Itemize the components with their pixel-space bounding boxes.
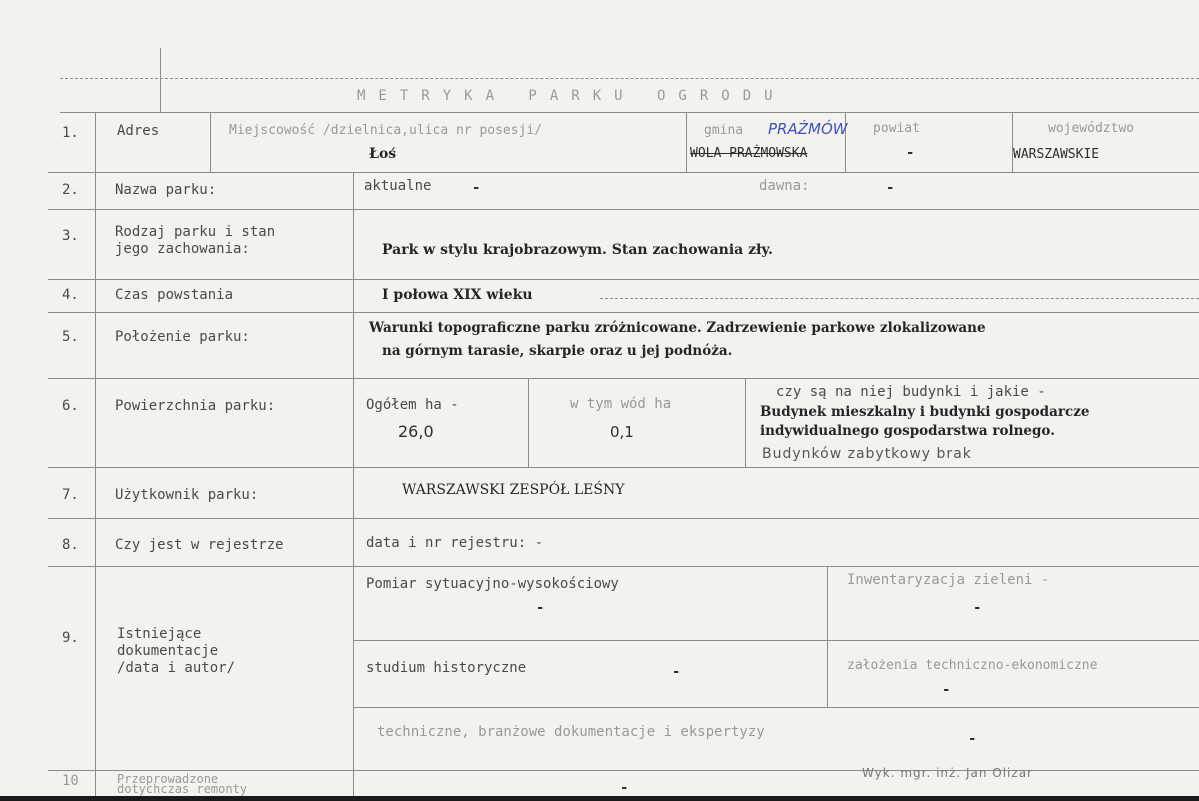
park-type-label-line1: Rodzaj parku i stan — [115, 224, 276, 240]
former-name-label: dawna: — [759, 178, 810, 194]
gmina-handwritten: PRAŻMÓW — [768, 120, 848, 138]
total-area-value: 26,0 — [398, 422, 434, 441]
buildings-line1: Budynek mieszkalny i budynki gospodarcze — [760, 404, 1090, 420]
assumptions-label: założenia techniczno-ekonomiczne — [847, 658, 1098, 673]
row-number: 7. — [62, 487, 79, 503]
powiat-header: powiat — [873, 121, 920, 136]
docs-label-line2: dokumentacje — [117, 643, 219, 659]
former-name-value: - — [886, 180, 895, 196]
row-divider — [48, 312, 1199, 313]
buildings-line2: indywidualnego gospodarstwa rolnego. — [760, 423, 1055, 439]
historical-value: - — [672, 664, 681, 680]
row-divider — [48, 378, 1199, 379]
register-value: data i nr rejestru: - — [366, 535, 544, 551]
buildings-handwritten: Budynków zabytkowy brak — [762, 446, 972, 462]
water-area-value: 0,1 — [610, 423, 634, 441]
park-name-label: Nazwa parku: — [115, 182, 217, 198]
address-col-line — [1012, 112, 1013, 172]
creation-time-label: Czas powstania — [115, 287, 234, 303]
voivodeship-header: województwo — [1048, 121, 1135, 136]
num-column-line — [95, 112, 96, 796]
total-area-label: Ogółem ha - — [366, 397, 459, 413]
row-divider — [48, 518, 1199, 519]
water-area-label: w tym wód ha — [570, 396, 672, 412]
row-divider — [48, 172, 1199, 173]
row-number: 4. — [62, 287, 79, 303]
current-name-value: - — [472, 180, 481, 196]
address-label: Adres — [117, 123, 160, 139]
area-col-line — [528, 378, 529, 467]
location-value-line1: Warunki topograficzne parku zróżnicowane. Zadrzewienie parkowe zlokalizowane — [369, 320, 986, 336]
subcell-divider — [353, 640, 1199, 641]
row-number: 1. — [62, 125, 79, 141]
buildings-header: czy są na niej budynki i jakie - — [776, 384, 1046, 400]
area-label: Powierzchnia parku: — [115, 398, 276, 414]
repairs-label-line1: Przeprowadzone — [117, 772, 219, 786]
gmina-value: WOLA PRAŻMOWSKA — [690, 146, 808, 161]
row-number: 9. — [62, 630, 79, 646]
historical-label: studium historyczne — [366, 660, 527, 676]
locality-value: Łoś — [369, 146, 397, 162]
repairs-label-line2: dotychczas remonty — [117, 782, 248, 796]
row-number: 8. — [62, 537, 79, 553]
location-value-line2: na górnym tarasie, skarpie oraz u jej podnóża. — [382, 343, 733, 359]
address-col-line — [686, 112, 687, 172]
assumptions-value: - — [942, 682, 951, 698]
top-tick — [160, 48, 161, 112]
top-dashed-rule — [60, 78, 1199, 79]
user-label: Użytkownik parku: — [115, 487, 259, 503]
row-divider — [48, 279, 1199, 280]
docs-label-line3: /data i autor/ — [117, 660, 236, 676]
location-label: Położenie parku: — [115, 329, 250, 345]
greenery-value: - — [973, 600, 982, 616]
user-value: WARSZAWSKI ZESPÓŁ LEŚNY — [402, 482, 625, 498]
row-number: 2. — [62, 182, 79, 198]
row-number: 10 — [62, 773, 79, 789]
docs-col-line — [827, 566, 828, 707]
row-divider — [48, 566, 1199, 567]
creation-time-value: I połowa XIX wieku — [382, 287, 533, 303]
locality-header: Miejscowość /dzielnica,ulica nr posesji/ — [229, 123, 543, 138]
gmina-header: gmina — [704, 123, 744, 138]
survey-value: - — [536, 600, 545, 616]
greenery-label: Inwentaryzacja zieleni - — [847, 572, 1050, 588]
row-divider — [48, 467, 1199, 468]
repairs-value: - — [620, 780, 629, 796]
address-col-line — [210, 112, 211, 172]
row-number: 5. — [62, 329, 79, 345]
label-column-line — [353, 172, 354, 796]
powiat-value: - — [906, 145, 915, 161]
row-divider — [48, 209, 1199, 210]
technical-value: - — [968, 731, 977, 747]
title-underline — [60, 112, 1199, 113]
register-label: Czy jest w rejestrze — [115, 537, 284, 553]
author-note: Wyk. mgr. inż. Jan Olizar — [862, 766, 1033, 780]
underline-czas — [600, 298, 1199, 299]
park-type-value: Park w stylu krajobrazowym. Stan zachowania zły. — [382, 242, 773, 258]
scan-edge — [0, 796, 1199, 801]
survey-label: Pomiar sytuacyjno-wysokościowy — [366, 576, 619, 592]
current-name-label: aktualne — [364, 178, 432, 194]
technical-label: techniczne, branżowe dokumentacje i ekspertyzy — [377, 724, 765, 740]
row-number: 3. — [62, 228, 79, 244]
page-title: METRYKA PARKU OGRODU — [357, 88, 786, 104]
row-number: 6. — [62, 398, 79, 414]
subcell-divider — [353, 707, 1199, 708]
park-type-label-line2: jego zachowania: — [115, 241, 250, 257]
voivodeship-value: WARSZAWSKIE — [1013, 147, 1100, 162]
area-col-line — [745, 378, 746, 467]
docs-label-line1: Istniejące — [117, 626, 202, 642]
